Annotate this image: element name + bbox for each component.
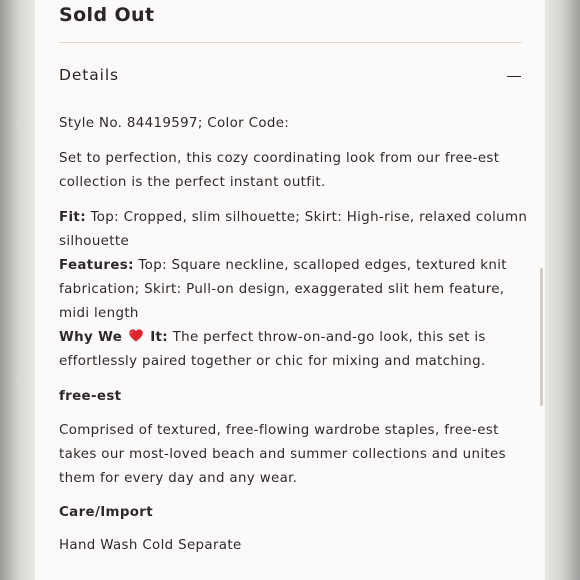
style-number: Style No. 84419597; Color Code: bbox=[59, 116, 290, 131]
brand-description: Comprised of textured, free-flowing wardrobe staples, free-est takes our most-loved beach and summer collections and unites them for every day and any wear. bbox=[59, 423, 506, 486]
features-label: Features: bbox=[59, 258, 134, 273]
fit-line bbox=[59, 206, 529, 254]
divider bbox=[59, 42, 522, 43]
product-description: Set to perfection, this cozy coordinating look from our free-est collection is the perfect instant outfit. bbox=[59, 151, 500, 190]
product-details-panel bbox=[35, 0, 545, 580]
scrollbar[interactable] bbox=[540, 268, 543, 406]
minus-icon[interactable] bbox=[506, 68, 522, 84]
why-label-before: Why We bbox=[59, 330, 128, 345]
why-we-love-it-line bbox=[59, 326, 529, 374]
features-line bbox=[59, 254, 529, 326]
heart-icon bbox=[129, 329, 143, 342]
features-text: Top: Square neckline, scalloped edges, textured knit fabrication; Skirt: Pull-on design, exaggerated slit hem feature, midi length bbox=[59, 258, 507, 321]
details-title: Details bbox=[59, 66, 120, 84]
care-heading: Care/Import bbox=[59, 505, 154, 520]
sold-out-label: Sold Out bbox=[59, 4, 155, 26]
fit-text: Top: Cropped, slim silhouette; Skirt: High-rise, relaxed column silhouette bbox=[59, 210, 528, 249]
brand-heading: free-est bbox=[59, 389, 122, 404]
care-text: Hand Wash Cold Separate bbox=[59, 538, 242, 553]
fit-label: Fit: bbox=[59, 210, 86, 225]
details-content bbox=[59, 112, 529, 558]
details-accordion-header[interactable] bbox=[59, 64, 522, 90]
why-label-after: It: bbox=[145, 330, 168, 345]
why-text: The perfect throw-on-and-go look, this set is effortlessly paired together or chic for mixing and matching. bbox=[59, 330, 486, 369]
